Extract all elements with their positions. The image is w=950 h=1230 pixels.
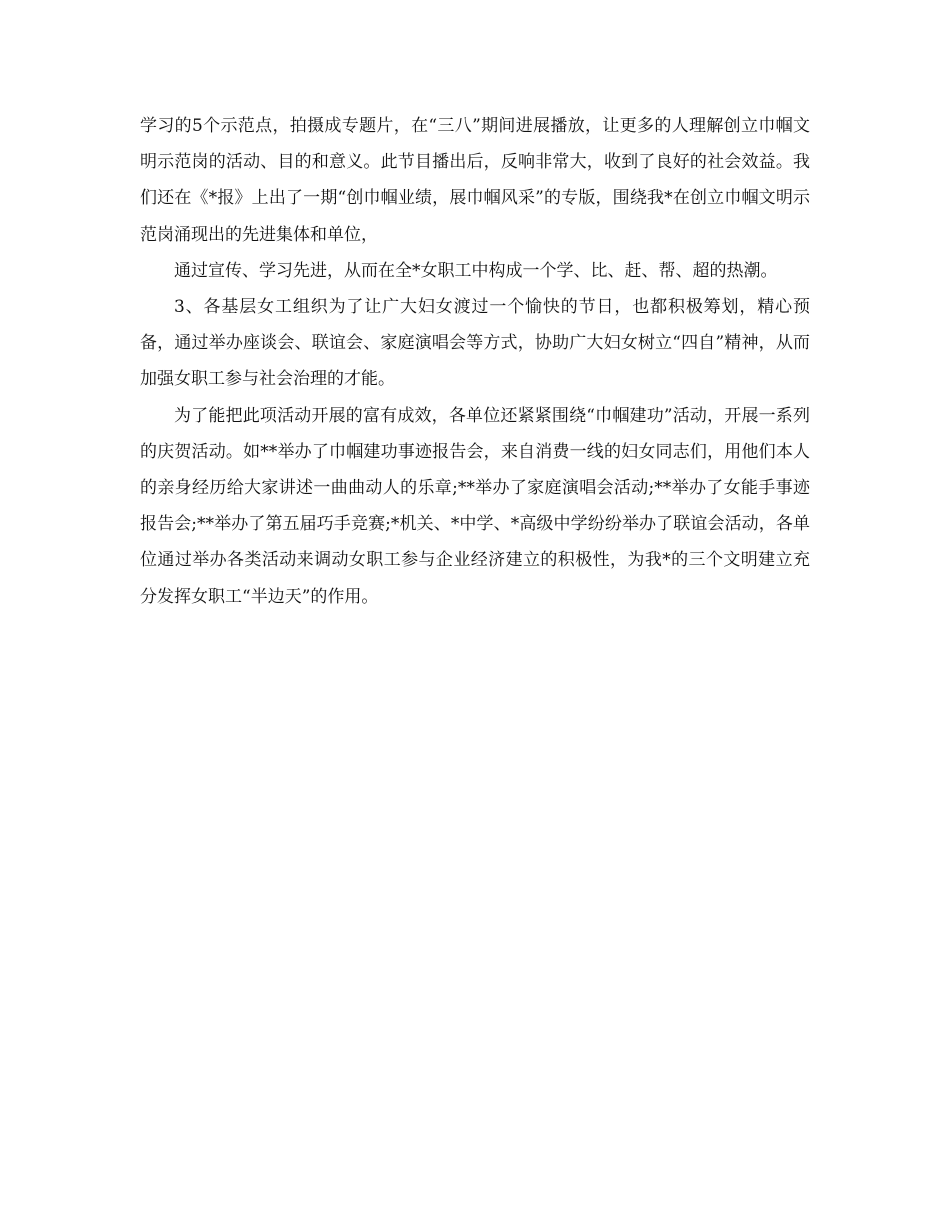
document-body	[140, 108, 810, 615]
paragraph-1: 学习的5个示范点，拍摄成专题片，在“三八”期间进展播放，让更多的人理解创立巾帼文明示范岗的活动、目的和意义。此节目播出后，反响非常大，收到了良好的社会效益。我们还在《*报》上出了一期“创巾帼业绩，展巾帼风采”的专版，围绕我*在创立巾帼文明示范岗涌现出的先进集体和单位，	[140, 116, 810, 245]
paragraph-4: 为了能把此项活动开展的富有成效，各单位还紧紧围绕“巾帼建功”活动，开展一系列的庆贺活动。如**举办了巾帼建功事迹报告会，来自消费一线的妇女同志们，用他们本人的亲身经历给大家讲述一曲曲动人的乐章;**举办了家庭演唱会活动;**举办了女能手事迹报告会;**举办了第五届巧手竞赛;*机关、*中学、*高级中学纷纷举办了联谊会活动，各单位通过举办各类活动来调动女职工参与企业经济建立的积极性，为我*的三个文明建立充分发挥女职工“半边天”的作用。	[140, 405, 810, 607]
paragraph-3: 3、各基层女工组织为了让广大妇女渡过一个愉快的节日，也都积极筹划，精心预备，通过举办座谈会、联谊会、家庭演唱会等方式，协助广大妇女树立“四自”精神，从而加强女职工参与社会治理的才能。	[140, 297, 810, 390]
paragraph-2: 通过宣传、学习先进，从而在全*女职工中构成一个学、比、赶、帮、超的热潮。	[174, 260, 778, 281]
